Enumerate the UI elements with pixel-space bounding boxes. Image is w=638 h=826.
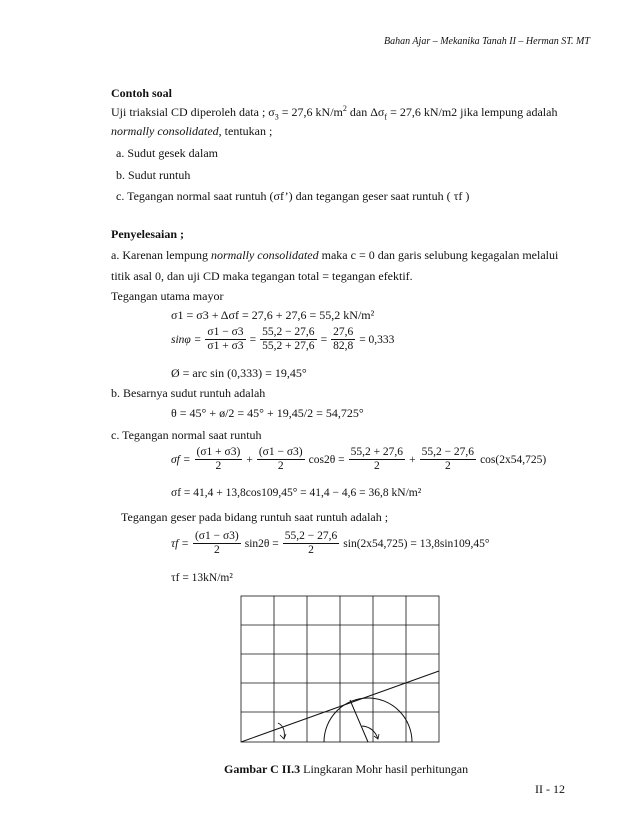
eq-sigma1: σ1 = σ3 + Δσf = 27,6 + 27,6 = 55,2 kN/m²: [171, 308, 375, 322]
figure-caption: Gambar C II.3 Lingkaran Mohr hasil perhitungan: [224, 762, 469, 776]
problem-item-a: a. Sudut gesek dalam: [116, 146, 218, 160]
page-header: Bahan Ajar – Mekanika Tanah II – Herman ST. MT: [384, 36, 590, 47]
eq-tau-f: τf = $\frac{(\sigma 1 - \sigma 3)}{2}$ sin2θ = $\frac{55,2 - 27,6}{2}$ sin(2x54,725) = 13,8sin109,45°: [171, 530, 490, 556]
eq-sigma-f: σf = $\frac{(\sigma 1 + \sigma 3)}{2}$ + $\frac{(\sigma 1 - \sigma 3)}{2}$ cos2θ = $\frac{55,2 + 27,6}{2}$ + $\frac{55,2 - 27,6}{2}$ cos(2x54,725): [171, 446, 547, 472]
page-number: II - 12: [535, 782, 565, 796]
sol-a-line-3: Tegangan utama mayor: [111, 289, 224, 303]
section-title: Contoh soal: [111, 86, 173, 100]
sol-b-title: b. Besarnya sudut runtuh adalah: [111, 386, 266, 400]
tau-title: Tegangan geser pada bidang runtuh saat runtuh adalah ;: [121, 510, 389, 524]
mohr-circle-figure: [240, 595, 440, 745]
eq-sigma-f-result: σf = 41,4 + 13,8cos109,45° = 41,4 − 4,6 = 36,8 kN/m²: [171, 487, 422, 499]
problem-item-c: c. Tegangan normal saat runtuh (σf’) dan tegangan geser saat runtuh ( τf ): [116, 189, 470, 203]
sol-a-line-1: a. Karenan lempung normally consolidated maka c = 0 dan garis selubung kegagalan melalui: [111, 248, 559, 262]
problem-item-b: b. Sudut runtuh: [116, 168, 191, 182]
grid: [241, 596, 439, 742]
eq-phi: Ø = arc sin (0,333) = 19,45°: [171, 366, 307, 380]
eq-theta: θ = 45° + ø/2 = 45° + 19,45/2 = 54,725°: [171, 406, 364, 420]
problem-line-1: Uji triaksial CD diperoleh data ; $\sigma_3 = 27,6$ $kN/m^2$ dan $\Delta\sigma_f = 27,6$ kN/m2 jika lempung adalah: [111, 104, 558, 122]
problem-line-2: normally consolidated, tentukan ;: [111, 124, 273, 138]
solution-title: Penyelesaian ;: [111, 227, 184, 241]
phi-arrow-icon: [280, 734, 286, 739]
eq-sinphi: sinφ = $\frac{\sigma 1 - \sigma 3}{\sigma 1 + \sigma 3}$ = $\frac{55,2 - 27,6}{55,2 + 27,6}$ = $\frac{27,6}{82,8}$ = 0,333: [171, 326, 395, 352]
sol-c-title: c. Tegangan normal saat runtuh: [111, 428, 262, 442]
radius-line: [350, 700, 368, 742]
eq-tau-f-result: τf = 13kN/m²: [171, 572, 233, 584]
sol-a-line-2: titik asal 0, dan uji CD maka tegangan total = tegangan efektif.: [111, 269, 413, 283]
mohr-circle: [324, 698, 412, 742]
